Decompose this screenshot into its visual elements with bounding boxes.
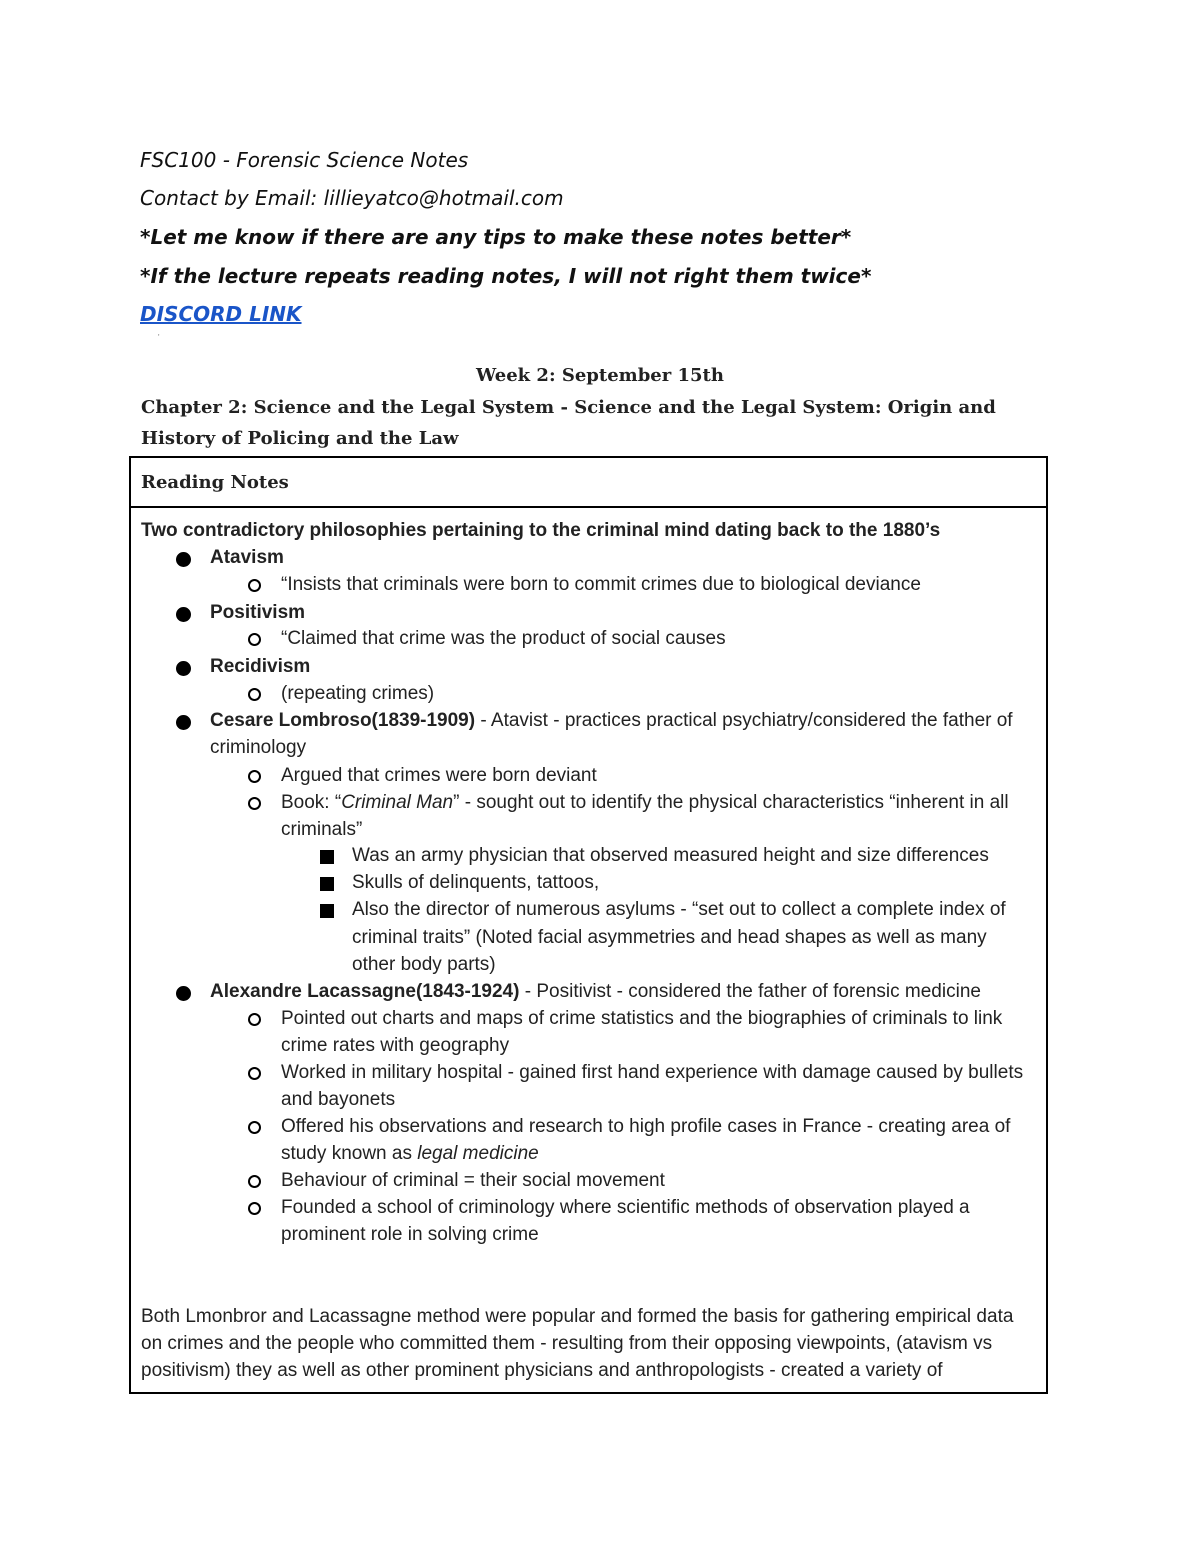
lacassagne-name: Alexandre Lacassagne(1843-1924) (210, 981, 520, 1002)
lombroso-sub1: Argued that crimes were born deviant (281, 765, 597, 786)
discord-link[interactable]: DISCORD LINK (140, 302, 302, 326)
week-title: Week 2: September 15th (476, 365, 724, 386)
atavism-note: “Insists that criminals were born to commit crimes due to biological deviance (281, 574, 921, 595)
tip-request: *Let me know if there are any tips to make these notes better* (140, 225, 852, 249)
circle-bullet-icon (248, 579, 261, 592)
table-header-label: Reading Notes (141, 472, 289, 493)
lombroso-sub2-cont: criminals” (281, 819, 363, 840)
recidivism-note: (repeating crimes) (281, 683, 435, 704)
book-prefix: Book: “ (281, 792, 342, 813)
lombroso-desc-cont: criminology (210, 737, 307, 758)
lacassagne-sub3: Offered his observations and research to high profile cases in France - creating area of (281, 1116, 1011, 1137)
contact-email: Contact by Email: lillieyatco@hotmail.com (140, 186, 564, 210)
circle-bullet-icon (248, 688, 261, 701)
circle-bullet-icon (248, 1067, 261, 1080)
lombroso-desc: - Atavist - practices practical psychiatry/considered the father of (475, 710, 1013, 731)
lombroso-detail2: Skulls of delinquents, tattoos, (352, 872, 600, 893)
repeat-note: *If the lecture repeats reading notes, I will not right them twice* (140, 264, 872, 288)
lombroso-line (210, 707, 1013, 734)
lacassagne-sub2: Worked in military hospital - gained first hand experience with damage caused by bullets (281, 1062, 1024, 1083)
summary-line: positivism) they as well as other prominent physicians and anthropologists - created a variety of (141, 1360, 943, 1381)
bullet-icon (176, 715, 191, 730)
circle-bullet-icon (248, 770, 261, 783)
circle-bullet-icon (248, 1121, 261, 1134)
book-rest: ” - sought out to identify the physical characteristics “inherent in all (453, 792, 1009, 813)
lombroso-name: Cesare Lombroso(1839-1909) (210, 710, 476, 731)
intro-line: Two contradictory philosophies pertaining to the criminal mind dating back to the 1880’s (141, 520, 941, 541)
lacassagne-sub1: Pointed out charts and maps of crime statistics and the biographies of criminals to link (281, 1008, 1003, 1029)
square-bullet-icon (320, 877, 334, 891)
lombroso-detail1: Was an army physician that observed measured height and size differences (352, 845, 989, 866)
square-bullet-icon (320, 904, 334, 918)
positivism-note: “Claimed that crime was the product of social causes (281, 628, 726, 649)
lombroso-detail3-cont2: other body parts) (352, 954, 496, 975)
term-positivism: Positivism (210, 602, 306, 623)
term-recidivism: Recidivism (210, 656, 311, 677)
lacassagne-sub1-cont: crime rates with geography (281, 1035, 510, 1056)
circle-bullet-icon (248, 1013, 261, 1026)
lombroso-sub2 (281, 789, 1009, 816)
lacassagne-sub2-cont: and bayonets (281, 1089, 396, 1110)
bullet-icon (176, 986, 191, 1001)
book-title: Criminal Man (341, 792, 454, 813)
bullet-icon (176, 552, 191, 567)
bullet-icon (176, 607, 191, 622)
circle-bullet-icon (248, 797, 261, 810)
doc-title: FSC100 - Forensic Science Notes (140, 148, 469, 172)
lacassagne-desc: - Positivist - considered the father of forensic medicine (519, 981, 981, 1002)
lombroso-detail3-cont: criminal traits” (Noted facial asymmetries and head shapes as well as many (352, 927, 987, 948)
legal-medicine-term: legal medicine (417, 1143, 539, 1164)
chapter-title: Chapter 2: Science and the Legal System - Science and the Legal System: Origin and History of Policing and the Law (141, 397, 996, 449)
bullet-icon (176, 661, 191, 676)
lacassagne-sub5: Founded a school of criminology where scientific methods of observation played a (281, 1197, 970, 1218)
lacassagne-sub3-cont (281, 1140, 539, 1167)
circle-bullet-icon (248, 633, 261, 646)
summary-line: on crimes and the people who committed them - resulting from their opposing viewpoints, (atavism vs (141, 1333, 993, 1354)
table-header (131, 458, 1046, 508)
legal-medicine-prefix: study known as (281, 1143, 418, 1164)
tick-mark: ' (158, 333, 160, 342)
lacassagne-sub4: Behaviour of criminal = their social movement (281, 1170, 665, 1191)
summary-line: Both Lmonbror and Lacassagne method were popular and formed the basis for gathering empirical data (141, 1306, 1014, 1327)
circle-bullet-icon (248, 1202, 261, 1215)
square-bullet-icon (320, 850, 334, 864)
discord-link-line (140, 302, 302, 326)
lacassagne-line (210, 978, 981, 1005)
lombroso-detail3: Also the director of numerous asylums - “set out to collect a complete index of (352, 899, 1006, 920)
circle-bullet-icon (248, 1175, 261, 1188)
lacassagne-sub5-cont: prominent role in solving crime (281, 1224, 539, 1245)
term-atavism: Atavism (210, 547, 284, 568)
